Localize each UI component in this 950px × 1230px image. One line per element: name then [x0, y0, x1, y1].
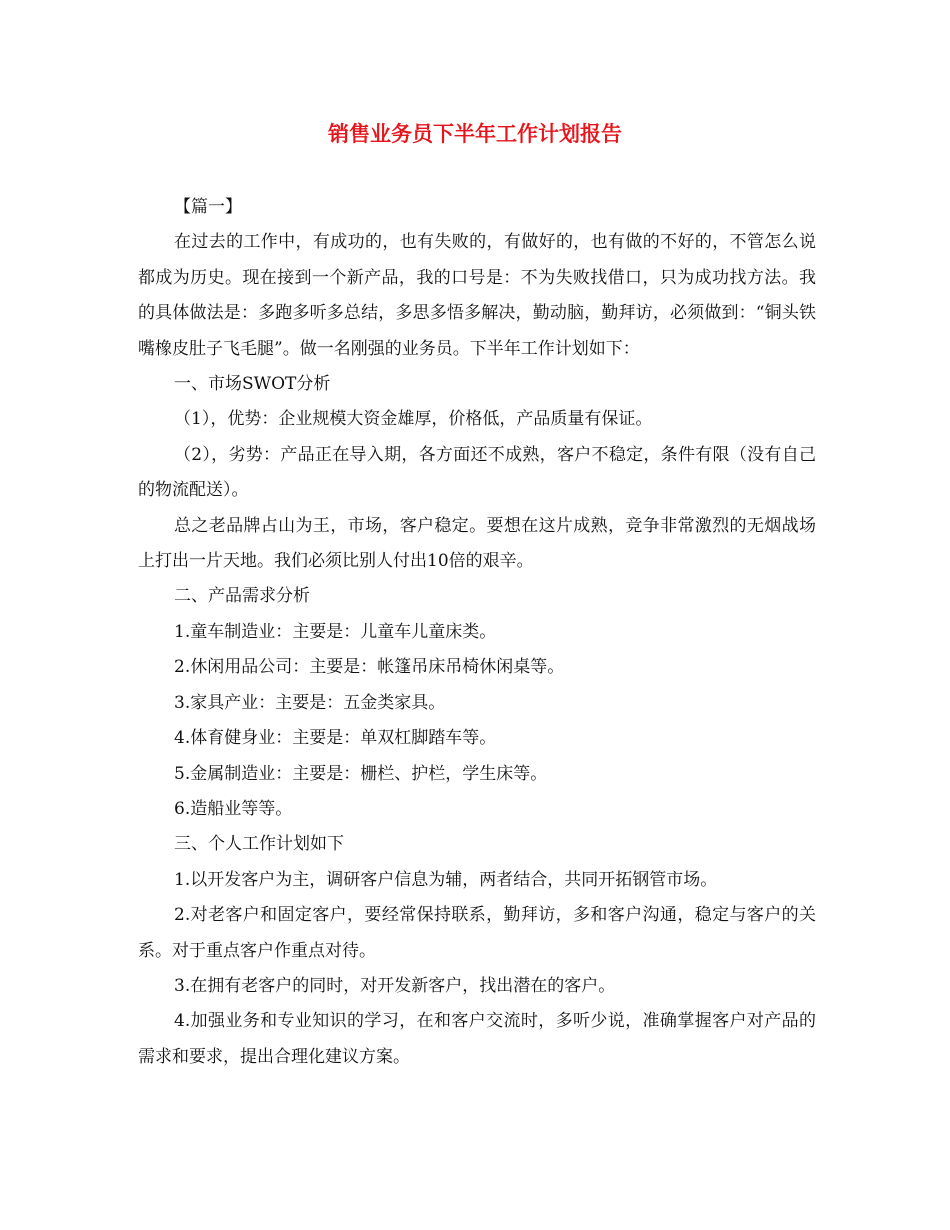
plan-item: 3.在拥有老客户的同时，对开发新客户，找出潜在的客户。 — [174, 975, 616, 996]
demand-item: 6.造船业等等。 — [174, 798, 293, 819]
demand-item: 4.体育健身业：主要是：单双杠脚踏车等。 — [174, 728, 497, 749]
swot-summary: 总之老品牌占山为王，市场，客户稳定。要想在这片成熟，竞争非常激烈的无烟战场上打出一片天地。我们必须比别人付出10倍的艰辛。 — [138, 515, 816, 572]
demand-item: 5.金属制造业：主要是：栅栏、护栏，学生床等。 — [174, 763, 548, 784]
document-body — [138, 190, 816, 1075]
section-heading-plan: 三、个人工作计划如下 — [174, 834, 344, 855]
plan-item: 4.加强业务和专业知识的学习，在和客户交流时，多听少说，准确掌握客户对产品的需求和要求，提出合理化建议方案。 — [138, 1011, 816, 1067]
demand-item: 3.家具产业：主要是：五金类家具。 — [174, 692, 446, 713]
section-tag: 【篇一】 — [174, 197, 242, 217]
swot-weaknesses: （2），劣势：产品正在导入期，各方面还不成熟，客户不稳定，条件有限（没有自己的物流配送）。 — [138, 444, 816, 501]
intro-paragraph: 在过去的工作中，有成功的，也有失败的，有做好的，也有做的不好的，不管怎么说都成为历史。现在接到一个新产品，我的口号是：不为失败找借口，只为成功找方法。我的具体做法是：多跑多听多总结，多思多悟多解决，勤动脑，勤拜访，必须做到：“铜头铁嘴橡皮肚子飞毛腿”。做一名刚强的业务员。下半年工作计划如下： — [138, 232, 816, 359]
section-heading-swot: 一、市场SWOT分析 — [174, 374, 331, 395]
document-title: 销售业务员下半年工作计划报告 — [328, 122, 622, 146]
demand-item: 2.休闲用品公司：主要是：帐篷吊床吊椅休闲桌等。 — [174, 657, 565, 678]
section-heading-demand: 二、产品需求分析 — [174, 586, 310, 607]
plan-item: 1.以开发客户为主，调研客户信息为辅，两者结合，共同开拓钢管市场。 — [174, 869, 718, 890]
plan-item: 2.对老客户和固定客户，要经常保持联系，勤拜访，多和客户沟通，稳定与客户的关系。对于重点客户作重点对待。 — [138, 905, 816, 961]
demand-item: 1.童车制造业：主要是：儿童车儿童床类。 — [174, 621, 497, 642]
swot-strengths: （1），优势：企业规模大资金雄厚，价格低，产品质量有保证。 — [174, 409, 653, 430]
